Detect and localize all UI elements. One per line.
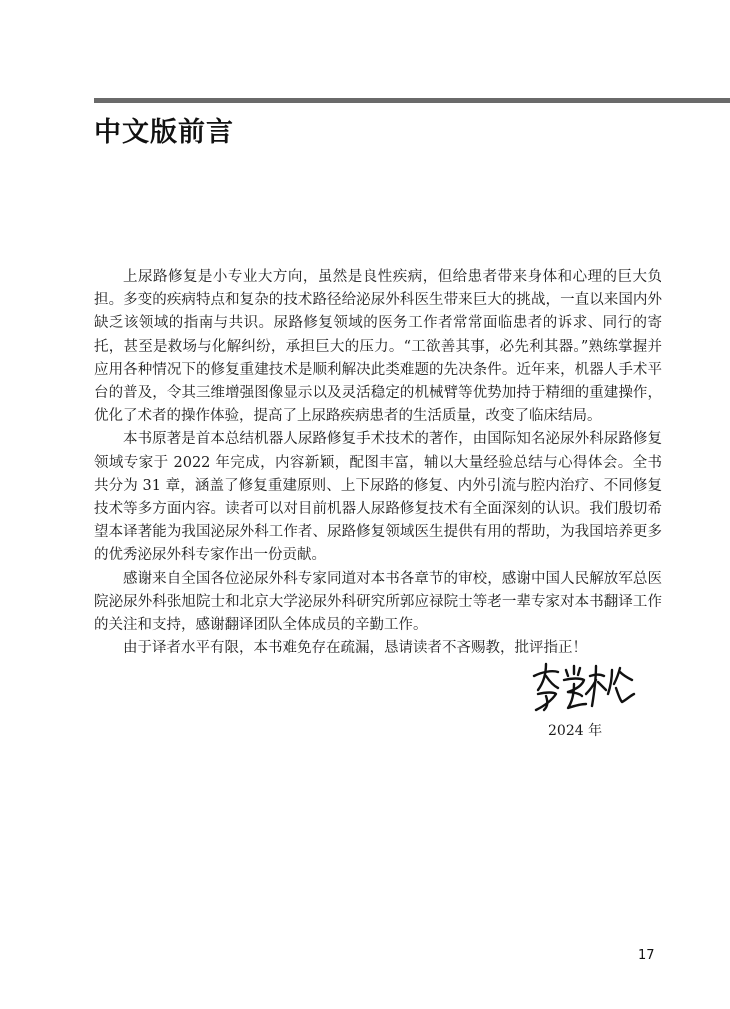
page-title: 中文版前言 [94, 117, 234, 148]
paragraph-2: 本书原著是首本总结机器人尿路修复手术技术的著作，由国际知名泌尿外科尿路修复领域专家于 2022 年完成，内容新颖，配图丰富，辅以大量经验总结与心得体会。全书共分为 31 章，涵盖了修复重建原则、上下尿路的修复、内外引流与腔内治疗、不同修复技术等多方面内容。读者可以对目前机器人尿路修复技术有全面深刻的认识。我们殷切希望本译著能为我国泌尿外科工作者、尿路修复领域医生提供有用的帮助，为我国培养更多的优秀泌尿外科专家作出一份贡献。 [94, 431, 662, 564]
preface-body [94, 266, 662, 660]
paragraph-1: 上尿路修复是小专业大方向，虽然是良性疾病，但给患者带来身体和心理的巨大负担。多变的疾病特点和复杂的技术路径给泌尿外科医生带来巨大的挑战，一直以来国内外缺乏该领域的指南与共识。尿路修复领域的医务工作者常常面临患者的诉求、同行的寄托，甚至是救场与化解纠纷，承担巨大的压力。“工欲善其事，必先利其器。”熟练掌握并应用各种情况下的修复重建技术是顺利解决此类难题的先决条件。近年来，机器人手术平台的普及，令其三维增强图像显示以及灵活稳定的机械臂等优势加持于精细的重建操作，优化了术者的操作体验，提高了上尿路疾病患者的生活质量，改变了临床结局。 [94, 269, 662, 425]
handwritten-signature [528, 660, 638, 712]
paragraph-3: 感谢来自全国各位泌尿外科专家同道对本书各章节的审校，感谢中国人民解放军总医院泌尿外科张旭院士和北京大学泌尿外科研究所郭应禄院士等老一辈专家对本书翻译工作的关注和支持，感谢翻译团队全体成员的辛勤工作。 [94, 570, 662, 634]
page-number: 17 [638, 948, 655, 963]
year-label: 2024 年 [548, 723, 603, 739]
paragraph-4: 由于译者水平有限，本书难免存在疏漏，恳请读者不吝赐教，批评指正！ [123, 640, 587, 657]
header-rule [94, 98, 730, 103]
